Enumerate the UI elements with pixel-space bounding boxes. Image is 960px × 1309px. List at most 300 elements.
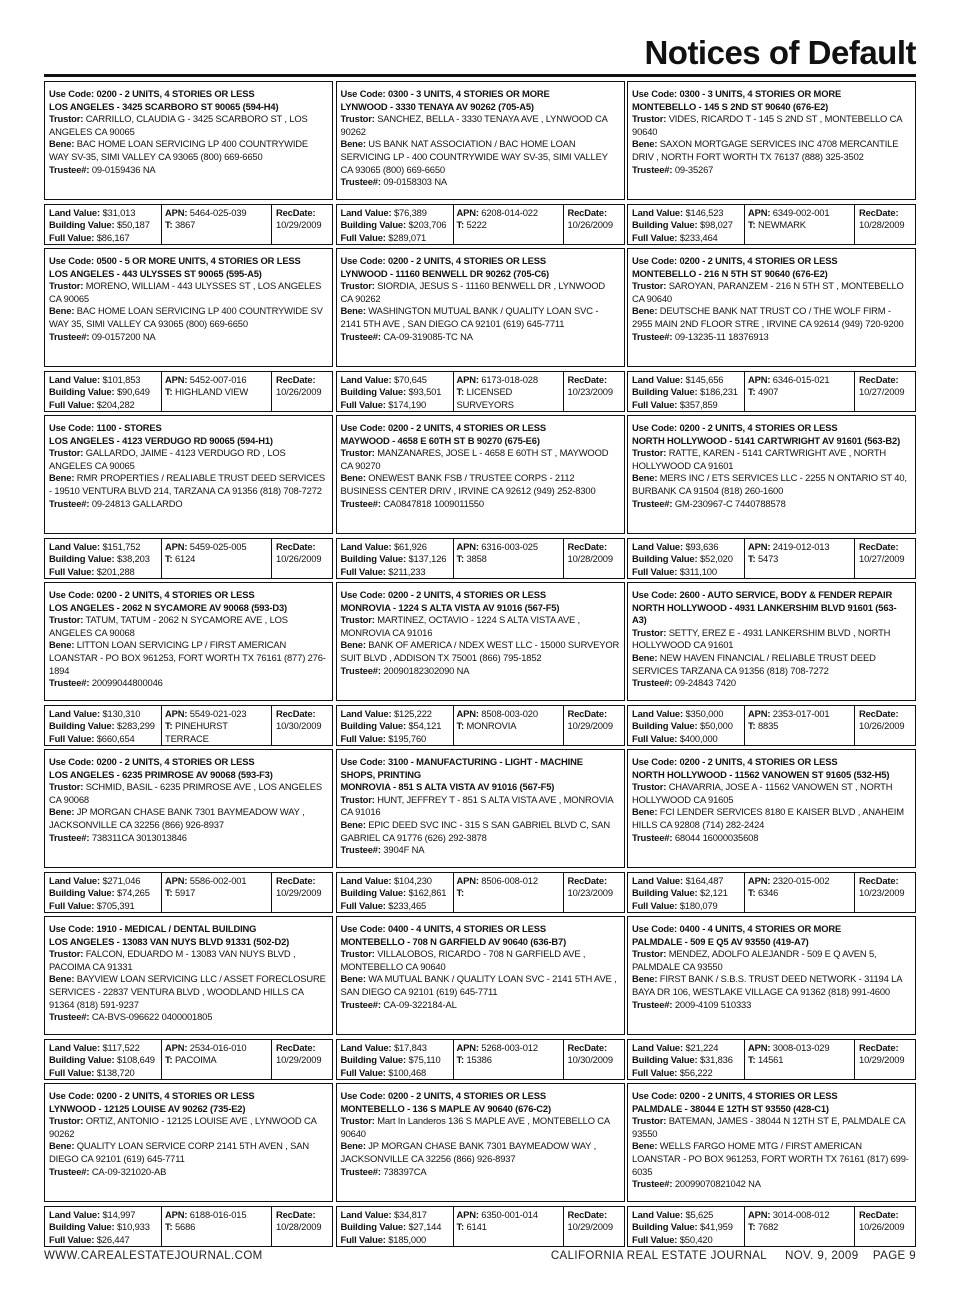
property-address: LOS ANGELES - 4123 VERDUGO RD 90065 (594-H1) bbox=[49, 434, 273, 446]
use-code-line bbox=[341, 1090, 620, 1103]
apn-line bbox=[165, 207, 271, 219]
apn-label: APN: bbox=[748, 1209, 771, 1220]
full-value-label: Full Value: bbox=[632, 231, 678, 243]
recdate: 10/30/2009 bbox=[276, 720, 322, 732]
recdate-label: RecDate: bbox=[567, 1209, 607, 1220]
full-value-label: Full Value: bbox=[49, 1066, 95, 1078]
full-value-line bbox=[632, 566, 744, 578]
recdate-column bbox=[564, 372, 624, 411]
beneficiary-line bbox=[49, 806, 328, 831]
beneficiary-line bbox=[341, 138, 620, 176]
apn-label: APN: bbox=[456, 1209, 479, 1220]
beneficiary: MERS INC / ETS SERVICES LLC - 2255 N ONTARIO ST 40, BURBANK CA 91504 (818) 260-1600 bbox=[632, 472, 907, 496]
full-value-line bbox=[49, 1067, 161, 1079]
beneficiary: WASHINGTON MUTUAL BANK / QUALITY LOAN SVC - 2141 5TH AVE , SAN DIEGO CA 92101 (619) 645-7711 bbox=[340, 305, 599, 329]
recdate-label-line bbox=[859, 374, 915, 386]
property-address: NORTH HOLLYWOOD - 5141 CARTWRIGHT AV 91601 (563-B2) bbox=[632, 434, 901, 446]
recdate-label: RecDate: bbox=[567, 541, 607, 552]
use-code: 0200 - 2 UNITS, 4 STORIES OR LESS bbox=[387, 589, 546, 600]
land-value: $14,997 bbox=[102, 1209, 136, 1220]
tract-line bbox=[165, 887, 271, 899]
notice-text-box bbox=[44, 749, 333, 868]
use-code-label: Use Code: bbox=[340, 1090, 386, 1101]
property-values-box bbox=[44, 538, 333, 579]
land-value: $21,224 bbox=[685, 1042, 719, 1053]
beneficiary: WA MUTUAL BANK / QUALITY LOAN SVC - 2141 5TH AVE , SAN DIEGO CA 92101 (619) 645-7711 bbox=[340, 973, 617, 997]
land-value: $350,000 bbox=[685, 708, 724, 719]
recdate-label-line bbox=[859, 207, 915, 219]
beneficiary-line bbox=[341, 1140, 620, 1165]
beneficiary: BAC HOME LOAN SERVICING LP 400 COUNTRYWIDE SV WAY 35, SIMI VALLEY CA 93065 (800) 669-6650 bbox=[49, 305, 323, 329]
trustor: TATUM, TATUM - 2062 N SYCAMORE AVE , LOS ANGELES CA 90068 bbox=[49, 614, 288, 638]
bene-label: Bene: bbox=[632, 1140, 658, 1152]
property-address-line bbox=[341, 101, 620, 114]
full-value-label: Full Value: bbox=[340, 565, 386, 577]
apn: 6346-015-021 bbox=[772, 374, 830, 385]
land-value-line bbox=[49, 708, 161, 720]
recdate-column bbox=[272, 873, 332, 912]
use-code: 0200 - 2 UNITS, 4 STORIES OR LESS bbox=[387, 1090, 546, 1101]
apn-label: APN: bbox=[456, 374, 479, 385]
beneficiary-line bbox=[632, 973, 911, 998]
land-value-line bbox=[341, 541, 453, 553]
full-value-label: Full Value: bbox=[49, 899, 95, 911]
beneficiary: DEUTSCHE BANK NAT TRUST CO / THE WOLF FIRM - 2955 MAIN 2ND FLOOR STRE , IRVINE CA 92614 (949) 720-9200 bbox=[632, 305, 904, 329]
recdate-label: RecDate: bbox=[859, 374, 899, 385]
apn-line bbox=[165, 541, 271, 553]
recdate: 10/26/2009 bbox=[276, 553, 322, 565]
apn-label: APN: bbox=[456, 875, 479, 886]
recdate-label: RecDate: bbox=[276, 1042, 316, 1053]
tract-line bbox=[457, 1054, 563, 1066]
notice-text-box bbox=[627, 916, 916, 1035]
property-address: MONTEBELLO - 216 N 5TH ST 90640 (676-E2) bbox=[632, 267, 828, 279]
recdate-label: RecDate: bbox=[276, 374, 316, 385]
recdate-label-line bbox=[568, 708, 624, 720]
building-value-label: Building Value: bbox=[340, 720, 406, 732]
value-column bbox=[45, 539, 162, 578]
recdate-line bbox=[568, 1221, 624, 1233]
trustee-label: Trustee#: bbox=[49, 1011, 90, 1023]
recdate-line bbox=[859, 219, 915, 231]
recdate: 10/23/2009 bbox=[567, 887, 613, 899]
building-value-label: Building Value: bbox=[49, 553, 115, 565]
beneficiary-line bbox=[341, 472, 620, 497]
apn-column bbox=[162, 372, 272, 411]
property-values-box bbox=[44, 872, 333, 913]
trustee-number: 09-24843 7420 bbox=[674, 677, 736, 689]
apn-line bbox=[748, 1209, 854, 1221]
bene-label: Bene: bbox=[49, 973, 75, 985]
tract-line bbox=[748, 1054, 854, 1066]
beneficiary: JP MORGAN CHASE BANK 7301 BAYMEADOW WAY , JACKSONVILLE CA 32256 (866) 926-8937 bbox=[340, 1140, 597, 1164]
apn-line bbox=[457, 1042, 563, 1054]
notice-card bbox=[336, 582, 625, 746]
building-value-line bbox=[341, 553, 453, 565]
trustor: MARTINEZ, OCTAVIO - 1224 S ALTA VISTA AVE , MONROVIA CA 91016 bbox=[340, 614, 580, 638]
tract-line bbox=[457, 720, 563, 732]
full-value-line bbox=[632, 399, 744, 411]
trustee-number-line bbox=[341, 844, 620, 857]
recdate-column bbox=[564, 873, 624, 912]
land-value: $164,487 bbox=[685, 875, 724, 886]
use-code-label: Use Code: bbox=[632, 923, 678, 934]
property-values-box bbox=[336, 705, 625, 746]
recdate: 10/27/2009 bbox=[859, 386, 905, 398]
use-code-line bbox=[632, 422, 911, 435]
tract-line bbox=[165, 553, 271, 565]
land-value: $146,523 bbox=[685, 207, 724, 218]
trustor-label: Trustor: bbox=[49, 113, 84, 125]
full-value-line bbox=[341, 900, 453, 912]
full-value: $289,071 bbox=[388, 231, 427, 243]
building-value-label: Building Value: bbox=[49, 1221, 115, 1233]
trustee-number-line bbox=[632, 999, 911, 1012]
full-value-line bbox=[341, 733, 453, 745]
recdate-line bbox=[276, 720, 332, 732]
recdate-label: RecDate: bbox=[859, 875, 899, 886]
tract-line bbox=[748, 887, 854, 899]
apn-label: APN: bbox=[165, 708, 188, 719]
use-code: 0200 - 2 UNITS, 4 STORIES OR LESS bbox=[96, 88, 255, 99]
recdate-label: RecDate: bbox=[276, 207, 316, 218]
trustor: FALCON, EDUARDO M - 13083 VAN NUYS BLVD , PACOIMA CA 91331 bbox=[49, 948, 296, 972]
tract: MONROVIA bbox=[466, 720, 517, 732]
beneficiary: BANK OF AMERICA / NDEX WEST LLC - 15000 SURVEYOR SUIT BLVD , ADDISON TX 75001 (866) 795-1852 bbox=[340, 639, 620, 663]
building-value-line bbox=[341, 720, 453, 732]
use-code-label: Use Code: bbox=[49, 88, 95, 99]
use-code-line bbox=[49, 88, 328, 101]
full-value-line bbox=[632, 1067, 744, 1079]
recdate-label-line bbox=[276, 708, 332, 720]
tract-label: T: bbox=[748, 887, 756, 899]
tract-line bbox=[457, 887, 563, 899]
land-value-line bbox=[632, 374, 744, 386]
trustee-number: CA-09-319085-TC NA bbox=[383, 330, 473, 342]
use-code-label: Use Code: bbox=[340, 923, 386, 934]
apn-label: APN: bbox=[165, 1042, 188, 1053]
trustee-number: GM-230967-C 7440788578 bbox=[674, 497, 786, 509]
notice-card bbox=[44, 582, 333, 746]
notice-row bbox=[44, 749, 916, 913]
trustor: BATEMAN, JAMES - 38044 N 12TH ST E, PALMDALE CA 93550 bbox=[632, 1115, 905, 1139]
apn-label: APN: bbox=[165, 1209, 188, 1220]
property-address: MONTEBELLO - 708 N GARFIELD AV 90640 (636-B7) bbox=[340, 935, 567, 947]
full-value-line bbox=[49, 900, 161, 912]
trustee-label: Trustee#: bbox=[340, 176, 381, 188]
trustor-line bbox=[341, 614, 620, 639]
apn-column bbox=[162, 706, 272, 745]
use-code: 0200 - 2 UNITS, 4 STORIES OR LESS bbox=[96, 589, 255, 600]
beneficiary-line bbox=[341, 819, 620, 844]
bene-label: Bene: bbox=[340, 1140, 366, 1152]
recdate-label: RecDate: bbox=[567, 374, 607, 385]
tract: LICENSED SURVEYORS bbox=[456, 386, 514, 410]
property-address: LOS ANGELES - 3425 SCARBORO ST 90065 (594-H4) bbox=[49, 100, 279, 112]
notice-card bbox=[336, 916, 625, 1080]
land-value-line bbox=[632, 1042, 744, 1054]
property-values-box bbox=[336, 204, 625, 245]
footer-website[interactable]: WWW.CAREALESTATEJOURNAL.COM bbox=[44, 1250, 263, 1262]
trustee-number-line bbox=[49, 1166, 328, 1179]
tract: 6346 bbox=[757, 887, 779, 899]
tract: 5473 bbox=[757, 553, 779, 565]
land-value-line bbox=[341, 207, 453, 219]
trustor: SANCHEZ, BELLA - 3330 TENAYA AVE , LYNWOOD CA 90262 bbox=[340, 113, 608, 137]
footer-date: NOV. 9, 2009 bbox=[785, 1250, 859, 1262]
trustee-number: 2009-4109 510333 bbox=[674, 998, 752, 1010]
trustee-number-line bbox=[632, 164, 911, 177]
use-code-line bbox=[341, 756, 620, 781]
beneficiary: FCI LENDER SERVICES 8180 E KAISER BLVD , ANAHEIM HILLS CA 92808 (714) 282-2424 bbox=[632, 806, 904, 830]
tract: 4907 bbox=[757, 386, 779, 398]
building-value-line bbox=[632, 887, 744, 899]
recdate-line bbox=[276, 887, 332, 899]
use-code-line bbox=[632, 589, 911, 602]
recdate-label-line bbox=[859, 541, 915, 553]
recdate-label-line bbox=[276, 1042, 332, 1054]
full-value-label: Full Value: bbox=[632, 565, 678, 577]
trustee-number-line bbox=[341, 1166, 620, 1179]
notices-grid bbox=[44, 81, 916, 1247]
apn-column bbox=[745, 706, 855, 745]
full-value-label: Full Value: bbox=[632, 1233, 678, 1245]
tract: PACOIMA bbox=[174, 1054, 217, 1066]
apn-line bbox=[748, 708, 854, 720]
notice-card bbox=[44, 81, 333, 245]
beneficiary: SAXON MORTGAGE SERVICES INC 4708 MERCANTILE DRIV , NORTH FORT WORTH TX 76137 (888) 325-3502 bbox=[632, 138, 899, 162]
use-code-label: Use Code: bbox=[49, 422, 95, 433]
recdate: 10/26/2009 bbox=[859, 1221, 905, 1233]
property-address-line bbox=[49, 1103, 328, 1116]
trustor-line bbox=[49, 948, 328, 973]
trustee-label: Trustee#: bbox=[340, 998, 381, 1010]
use-code: 0500 - 5 OR MORE UNITS, 4 STORIES OR LESS bbox=[96, 255, 301, 266]
notice-text-box bbox=[336, 81, 625, 200]
recdate-line bbox=[859, 887, 915, 899]
apn: 3014-008-012 bbox=[772, 1209, 830, 1220]
property-address: NORTH HOLLYWOOD - 4931 LANKERSHIM BLVD 91601 (563-A3) bbox=[632, 601, 897, 626]
use-code-line bbox=[632, 1090, 911, 1103]
property-address-line bbox=[49, 101, 328, 114]
trustor: CARRILLO, CLAUDIA G - 3425 SCARBORO ST , LOS ANGELES CA 90065 bbox=[49, 113, 308, 137]
tract-line bbox=[457, 1221, 563, 1233]
full-value-label: Full Value: bbox=[340, 1066, 386, 1078]
recdate: 10/29/2009 bbox=[567, 720, 613, 732]
apn: 6188-016-015 bbox=[189, 1209, 247, 1220]
apn-column bbox=[745, 873, 855, 912]
building-value: $162,861 bbox=[408, 887, 447, 899]
use-code: 3100 - MANUFACTURING - LIGHT - MACHINE SHOPS, PRINTING bbox=[340, 756, 583, 780]
recdate: 10/23/2009 bbox=[859, 887, 905, 899]
apn-label: APN: bbox=[748, 374, 771, 385]
land-value: $17,843 bbox=[393, 1042, 427, 1053]
use-code: 0200 - 2 UNITS, 4 STORIES OR LESS bbox=[679, 255, 838, 266]
building-value: $90,649 bbox=[116, 386, 150, 398]
value-column bbox=[337, 205, 454, 244]
land-value-label: Land Value: bbox=[632, 1209, 683, 1220]
value-column bbox=[337, 1207, 454, 1246]
tract-line bbox=[457, 386, 563, 411]
tract: 3858 bbox=[466, 553, 487, 565]
trustor-line bbox=[49, 113, 328, 138]
use-code: 0300 - 3 UNITS, 4 STORIES OR MORE bbox=[679, 88, 842, 99]
apn-column bbox=[745, 205, 855, 244]
bene-label: Bene: bbox=[340, 305, 366, 317]
trustor-label: Trustor: bbox=[49, 447, 84, 459]
beneficiary-line bbox=[49, 639, 328, 677]
building-value-line bbox=[49, 553, 161, 565]
tract-label: T: bbox=[165, 386, 173, 398]
trustor-label: Trustor: bbox=[632, 781, 667, 793]
land-value: $117,522 bbox=[102, 1042, 140, 1053]
property-address: MONTEBELLO - 145 S 2ND ST 90640 (676-E2) bbox=[632, 100, 829, 112]
trustee-label: Trustee#: bbox=[632, 497, 673, 509]
trustor-line bbox=[632, 627, 911, 652]
building-value: $75,110 bbox=[408, 1054, 441, 1066]
building-value: $50,187 bbox=[116, 219, 150, 231]
building-value-label: Building Value: bbox=[49, 219, 115, 231]
notice-card bbox=[44, 916, 333, 1080]
building-value: $74,265 bbox=[116, 887, 150, 899]
apn-line bbox=[165, 1042, 271, 1054]
notice-card bbox=[336, 81, 625, 245]
apn-column bbox=[454, 1207, 564, 1246]
recdate-line bbox=[568, 1054, 624, 1066]
land-value-line bbox=[632, 708, 744, 720]
apn-label: APN: bbox=[748, 1042, 771, 1053]
notice-card bbox=[336, 1083, 625, 1247]
property-address: MONTEBELLO - 136 S MAPLE AV 90640 (676-C2) bbox=[340, 1102, 551, 1114]
value-column bbox=[337, 372, 454, 411]
recdate-line bbox=[276, 1221, 332, 1233]
trustee-number-line bbox=[49, 331, 328, 344]
building-value-label: Building Value: bbox=[49, 887, 115, 899]
apn-line bbox=[457, 875, 563, 887]
value-column bbox=[45, 372, 162, 411]
beneficiary-line bbox=[632, 138, 911, 163]
trustee-number: 3904F NA bbox=[383, 844, 425, 856]
building-value-label: Building Value: bbox=[632, 219, 698, 231]
trustee-label: Trustee#: bbox=[340, 497, 381, 509]
use-code-line bbox=[632, 923, 911, 936]
land-value-label: Land Value: bbox=[49, 1042, 100, 1053]
notice-text-box bbox=[44, 415, 333, 534]
apn-line bbox=[748, 875, 854, 887]
land-value: $76,389 bbox=[393, 207, 427, 218]
land-value: $93,636 bbox=[685, 541, 719, 552]
building-value-label: Building Value: bbox=[340, 1054, 406, 1066]
beneficiary-line bbox=[632, 472, 911, 497]
use-code: 0200 - 2 UNITS, 4 STORIES OR LESS bbox=[679, 422, 838, 433]
apn: 5452-007-016 bbox=[189, 374, 247, 385]
recdate-line bbox=[568, 553, 624, 565]
tract-label: T: bbox=[456, 887, 465, 899]
building-value-line bbox=[341, 1054, 453, 1066]
use-code-label: Use Code: bbox=[632, 255, 678, 266]
apn-column bbox=[454, 873, 564, 912]
use-code-line bbox=[49, 756, 328, 769]
trustor: SAROYAN, PARANZEM - 216 N 5TH ST , MONTEBELLO CA 90640 bbox=[632, 280, 904, 304]
apn-line bbox=[748, 374, 854, 386]
full-value-label: Full Value: bbox=[632, 732, 678, 744]
building-value-line bbox=[49, 386, 161, 398]
trustee-number-line bbox=[49, 677, 328, 690]
recdate-line bbox=[859, 1054, 915, 1066]
land-value-line bbox=[632, 207, 744, 219]
beneficiary-line bbox=[341, 639, 620, 664]
bene-label: Bene: bbox=[632, 651, 658, 663]
apn-label: APN: bbox=[165, 875, 188, 886]
building-value-line bbox=[341, 1221, 453, 1233]
full-value: $26,447 bbox=[96, 1233, 130, 1245]
full-value-line bbox=[49, 399, 161, 411]
value-column bbox=[337, 706, 454, 745]
land-value-line bbox=[632, 541, 744, 553]
building-value-label: Building Value: bbox=[49, 1054, 115, 1066]
land-value-line bbox=[341, 374, 453, 386]
property-address-line bbox=[632, 936, 911, 949]
full-value-label: Full Value: bbox=[340, 1233, 386, 1245]
full-value-label: Full Value: bbox=[340, 899, 386, 911]
tract-line bbox=[165, 1221, 271, 1233]
apn-column bbox=[745, 1207, 855, 1246]
trustee-label: Trustee#: bbox=[632, 677, 673, 689]
land-value-line bbox=[341, 875, 453, 887]
bene-label: Bene: bbox=[340, 818, 366, 830]
recdate: 10/27/2009 bbox=[859, 553, 905, 565]
notice-text-box bbox=[627, 582, 916, 701]
trustor-line bbox=[632, 113, 911, 138]
tract-label: T: bbox=[748, 553, 756, 565]
apn-column bbox=[745, 372, 855, 411]
recdate-label-line bbox=[568, 1209, 624, 1221]
full-value-line bbox=[632, 1234, 744, 1246]
property-address-line bbox=[632, 268, 911, 281]
tract-label: T: bbox=[456, 386, 465, 398]
trustee-number-line bbox=[341, 498, 620, 511]
apn-label: APN: bbox=[456, 1042, 479, 1053]
tract: 15386 bbox=[466, 1054, 492, 1066]
notice-card bbox=[627, 749, 916, 913]
recdate-line bbox=[568, 720, 624, 732]
recdate-label-line bbox=[568, 207, 624, 219]
beneficiary: BAC HOME LOAN SERVICING LP 400 COUNTRYWIDE WAY SV-35, SIMI VALLEY CA 93065 (800) 669-6650 bbox=[49, 138, 309, 162]
building-value-line bbox=[49, 1054, 161, 1066]
trustee-label: Trustee#: bbox=[49, 677, 90, 689]
recdate: 10/29/2009 bbox=[567, 1221, 613, 1233]
property-address-line bbox=[49, 769, 328, 782]
tract-label: T: bbox=[748, 720, 756, 732]
beneficiary: BAYVIEW LOAN SERVICING LLC / ASSET FORECLOSURE SERVICES - 22837 VENTURA BLVD , WOODLAND HILLS CA 91364 (818) 591-9237 bbox=[49, 973, 326, 1010]
beneficiary-line bbox=[341, 973, 620, 998]
use-code: 0200 - 2 UNITS, 4 STORIES OR LESS bbox=[679, 756, 838, 767]
tract-line bbox=[165, 219, 271, 231]
building-value: $93,501 bbox=[408, 386, 442, 398]
building-value-line bbox=[49, 1221, 161, 1233]
property-address: LOS ANGELES - 13083 VAN NUYS BLVD 91331 (502-D2) bbox=[49, 935, 290, 947]
beneficiary: LITTON LOAN SERVICING LP / FIRST AMERICAN LOANSTAR - PO BOX 961253, FORT WORTH TX 76161 (877) 276-1894 bbox=[49, 639, 326, 676]
notice-text-box bbox=[627, 1083, 916, 1202]
land-value-label: Land Value: bbox=[340, 875, 392, 886]
notice-card bbox=[44, 1083, 333, 1247]
use-code-label: Use Code: bbox=[340, 422, 386, 433]
building-value: $186,231 bbox=[699, 386, 738, 398]
land-value-label: Land Value: bbox=[632, 541, 683, 552]
full-value: $100,468 bbox=[388, 1066, 427, 1078]
recdate-label: RecDate: bbox=[276, 1209, 316, 1220]
full-value: $138,720 bbox=[96, 1066, 135, 1078]
